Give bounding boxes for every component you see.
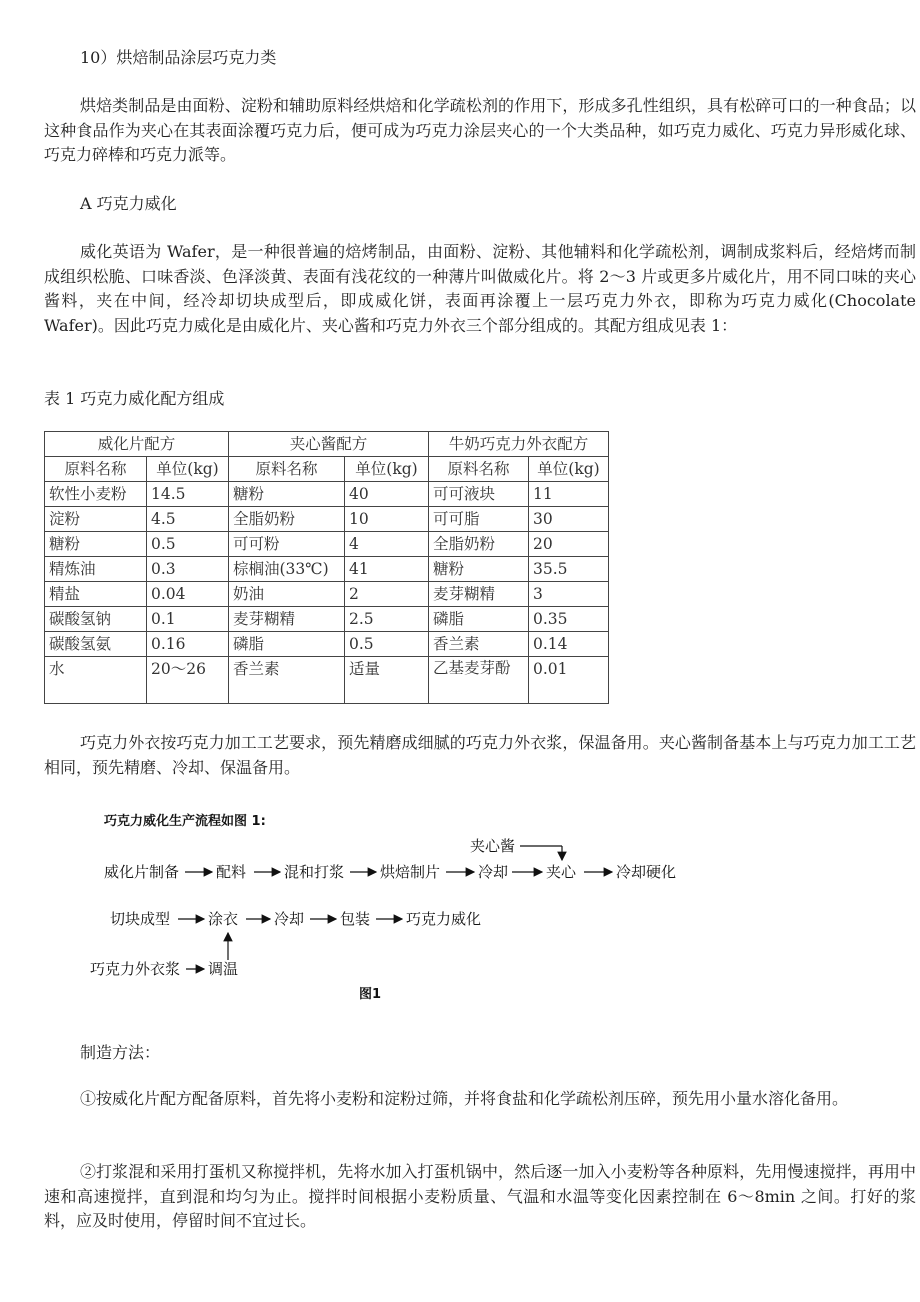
flow-node: 威化片制备 xyxy=(104,863,180,881)
table-cell: 糖粉 xyxy=(45,532,147,557)
column-header: 单位(kg) xyxy=(147,457,229,482)
table-cell: 磷脂 xyxy=(229,632,345,657)
table-row xyxy=(45,582,609,607)
column-header: 原料名称 xyxy=(45,457,147,482)
table-cell: 全脂奶粉 xyxy=(429,532,529,557)
wafer-description: 威化英语为 Wafer，是一种很普遍的焙烤制品，由面粉、淀粉、其他辅料和化学疏松剂，调制成浆料后，经焙烤而制成组织松脆、口味香淡、色泽淡黄、表面有浅花纹的一种薄片叫做威化片。将 2～3 片或更多片威化片，用不同口味的夹心酱料，夹在中间，经冷却切块成型后，即成威化饼，表面再涂覆上一层巧克力外衣，即称为巧克力威化(Chocolate Wafer)。因此巧克力威化是由威化片、夹心酱和巧克力外衣三个部分组成的。其配方组成见表 1： xyxy=(44,242,916,335)
production-flowchart xyxy=(0,800,920,1015)
flow-node: 巧克力外衣浆 xyxy=(90,960,181,978)
table-cell: 20～26 xyxy=(147,657,229,704)
table-cell: 0.14 xyxy=(529,632,609,657)
table-cell: 奶油 xyxy=(229,582,345,607)
table-cell: 0.3 xyxy=(147,557,229,582)
table-cell: 淀粉 xyxy=(45,507,147,532)
table-cell: 麦芽糊精 xyxy=(429,582,529,607)
table-caption: 表 1 巧克力威化配方组成 xyxy=(44,389,225,408)
table-cell: 10 xyxy=(345,507,429,532)
table-row xyxy=(45,557,609,582)
table-cell: 0.01 xyxy=(529,657,609,704)
table-cell: 4.5 xyxy=(147,507,229,532)
table-cell: 0.5 xyxy=(147,532,229,557)
flowchart-title: 巧克力威化生产流程如图 1: xyxy=(104,814,266,829)
table-cell: 软性小麦粉 xyxy=(45,482,147,507)
flow-node: 夹心 xyxy=(546,863,577,881)
table-cell: 0.1 xyxy=(147,607,229,632)
table-row xyxy=(45,632,609,657)
table-subheader-row xyxy=(45,457,609,482)
flow-node: 涂衣 xyxy=(208,910,239,928)
table-cell: 糖粉 xyxy=(229,482,345,507)
group-header: 牛奶巧克力外衣配方 xyxy=(429,432,609,457)
flow-node: 切块成型 xyxy=(110,910,171,928)
column-header: 原料名称 xyxy=(429,457,529,482)
table-row xyxy=(45,507,609,532)
intro-paragraph: 烘焙类制品是由面粉、淀粉和辅助原料经烘焙和化学疏松剂的作用下，形成多孔性组织，具有松碎可口的一种食品；以这种食品作为夹心在其表面涂覆巧克力后，便可成为巧克力涂层夹心的一个大类品种，如巧克力威化、巧克力异形威化球、巧克力碎棒和巧克力派等。 xyxy=(44,96,916,164)
flow-node: 混和打浆 xyxy=(284,863,345,881)
table-row xyxy=(45,532,609,557)
table-cell: 全脂奶粉 xyxy=(229,507,345,532)
table-cell: 精盐 xyxy=(45,582,147,607)
column-header: 单位(kg) xyxy=(529,457,609,482)
table-cell: 11 xyxy=(529,482,609,507)
table-row xyxy=(45,482,609,507)
table-cell: 适量 xyxy=(345,657,429,704)
table-cell: 2 xyxy=(345,582,429,607)
table-cell: 碳酸氢氨 xyxy=(45,632,147,657)
table-cell: 可可液块 xyxy=(429,482,529,507)
table-cell: 41 xyxy=(345,557,429,582)
table-cell: 0.5 xyxy=(345,632,429,657)
table-cell: 4 xyxy=(345,532,429,557)
table-cell: 0.04 xyxy=(147,582,229,607)
flow-node: 冷却 xyxy=(274,910,305,928)
flow-node: 冷却硬化 xyxy=(616,863,677,881)
group-header: 夹心酱配方 xyxy=(229,432,429,457)
flow-node: 烘焙制片 xyxy=(380,863,441,881)
table-cell: 棕榈油(33℃) xyxy=(229,557,345,582)
step-1: ①按威化片配方配备原料，首先将小麦粉和淀粉过筛，并将食盐和化学疏松剂压碎，预先用小量水溶化备用。 xyxy=(80,1089,849,1108)
table-cell: 2.5 xyxy=(345,607,429,632)
table-cell: 水 xyxy=(45,657,147,704)
table-cell: 0.35 xyxy=(529,607,609,632)
coating-description: 巧克力外衣按巧克力加工工艺要求，预先精磨成细腻的巧克力外衣浆，保温备用。夹心酱制备基本上与巧克力加工工艺相同，预先精磨、冷却、保温备用。 xyxy=(44,733,916,777)
table-cell: 0.16 xyxy=(147,632,229,657)
table-cell: 35.5 xyxy=(529,557,609,582)
flow-node: 包装 xyxy=(340,910,371,928)
table-cell: 糖粉 xyxy=(429,557,529,582)
table-cell: 香兰素 xyxy=(429,632,529,657)
recipe-table xyxy=(44,431,609,704)
table-cell: 香兰素 xyxy=(229,657,345,704)
table-cell: 乙基麦芽酚 xyxy=(429,657,529,704)
subsection-title: A 巧克力威化 xyxy=(80,194,177,213)
table-row xyxy=(45,657,609,704)
column-header: 单位(kg) xyxy=(345,457,429,482)
figure-caption: 图1 xyxy=(359,987,382,1002)
table-row xyxy=(45,607,609,632)
table-group-header-row xyxy=(45,432,609,457)
table-cell: 可可粉 xyxy=(229,532,345,557)
table-cell: 麦芽糊精 xyxy=(229,607,345,632)
table-cell: 碳酸氢钠 xyxy=(45,607,147,632)
flow-node: 冷却 xyxy=(478,863,509,881)
table-cell: 40 xyxy=(345,482,429,507)
table-cell: 3 xyxy=(529,582,609,607)
method-title: 制造方法： xyxy=(80,1043,161,1062)
flow-node: 配料 xyxy=(216,863,247,881)
group-header: 威化片配方 xyxy=(45,432,229,457)
table-cell: 磷脂 xyxy=(429,607,529,632)
step-2: ②打浆混和采用打蛋机又称搅拌机，先将水加入打蛋机锅中，然后逐一加入小麦粉等各种原料，先用慢速搅拌，再用中速和高速搅拌，直到混和均匀为止。搅拌时间根据小麦粉质量、气温和水温等变化因素控制在 6～8min 之间。打好的浆料，应及时使用，停留时间不宜过长。 xyxy=(44,1162,916,1230)
flow-node-filling: 夹心酱 xyxy=(470,837,516,855)
table-cell: 14.5 xyxy=(147,482,229,507)
table-cell: 20 xyxy=(529,532,609,557)
section-title: 10）烘焙制品涂层巧克力类 xyxy=(80,48,277,67)
table-cell: 精炼油 xyxy=(45,557,147,582)
flow-node: 巧克力威化 xyxy=(406,910,482,928)
table-cell: 30 xyxy=(529,507,609,532)
table-cell: 可可脂 xyxy=(429,507,529,532)
column-header: 原料名称 xyxy=(229,457,345,482)
flow-node: 调温 xyxy=(208,960,239,978)
